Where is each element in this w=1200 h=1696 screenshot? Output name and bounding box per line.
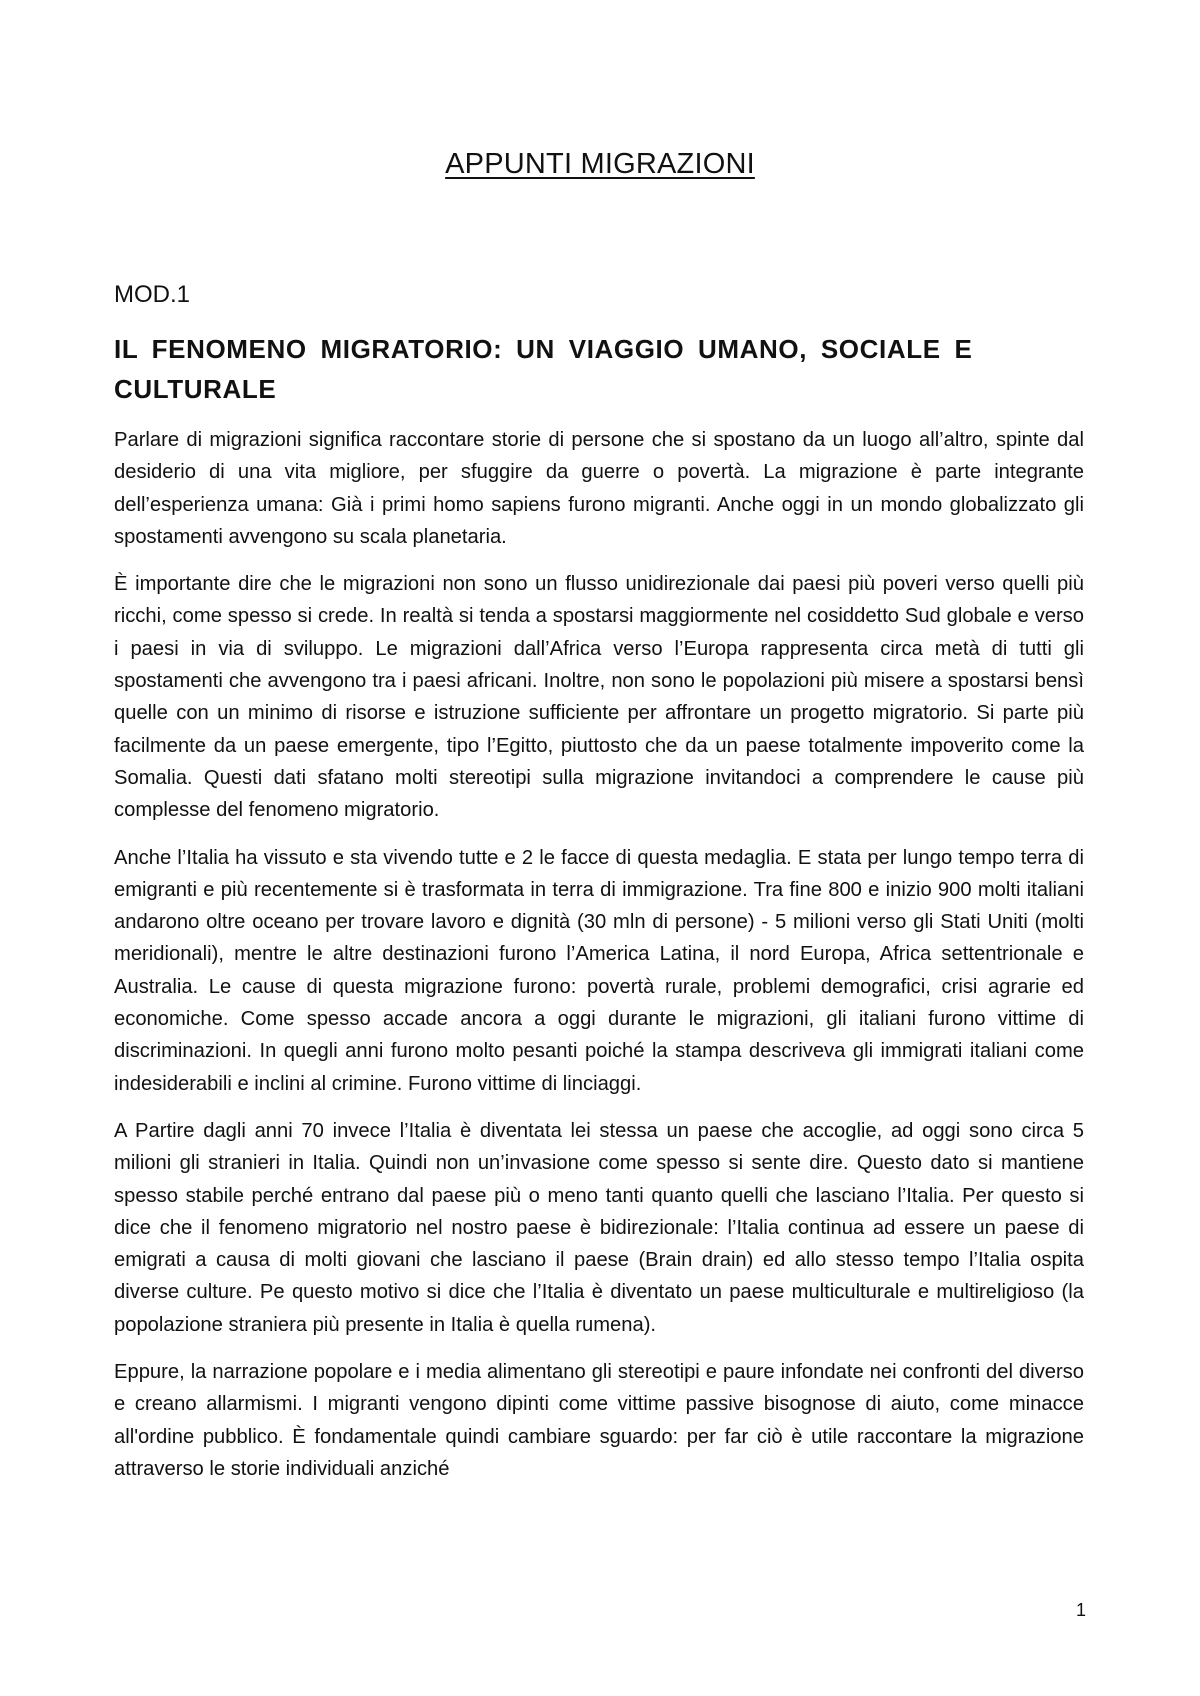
document-body (114, 329, 1084, 1500)
page-number: 1 (1075, 1600, 1086, 1620)
paragraph: Parlare di migrazioni significa raccontare storie di persone che si spostano da un luogo all’altro, spinte dal desiderio di una vita migliore, per sfuggire da guerre o povertà. La migrazione è parte integrante dell’esperienza umana: Già i primi homo sapiens furono migranti. Anche oggi in un mondo globalizzato gli spostamenti avvengono su scala planetaria. (114, 429, 1084, 548)
module-label: MOD.1 (114, 281, 191, 308)
paragraph: Eppure, la narrazione popolare e i media alimentano gli stereotipi e paure infondate nei confronti del diverso e creano allarmismi. I migranti vengono dipinti come vittime passive bisognose di aiuto, come minacce all'ordine pubblico. È fondamentale quindi cambiare sguardo: per far ciò è utile raccontare la migrazione attraverso le storie individuali anziché (114, 1361, 1084, 1480)
paragraph: A Partire dagli anni 70 invece l’Italia è diventata lei stessa un paese che accoglie, ad oggi sono circa 5 milioni gli stranieri in Italia. Quindi non un’invasione come spesso si sente dire. Questo dato si mantiene spesso stabile perché entrano dal paese più o meno tanti quanto quelli che lasciano l’Italia. Per questo si dice che il fenomeno migratorio nel nostro paese è bidirezionale: l’Italia continua ad essere un paese di emigrati a causa di molti giovani che lasciano il paese (Brain drain) ed allo stesso tempo l’Italia ospita diverse culture. Pe questo motivo si dice che l’Italia è diventato un paese multiculturale e multireligioso (la popolazione straniera più presente in Italia è quella rumena). (114, 1119, 1084, 1336)
paragraph: Anche l’Italia ha vissuto e sta vivendo tutte e 2 le facce di questa medaglia. E stata per lungo tempo terra di emigranti e più recentemente si è trasformata in terra di immigrazione. Tra fine 800 e inizio 900 molti italiani andarono oltre oceano per trovare lavoro e dignità (30 mln di persone) - 5 milioni verso gli Stati Uniti (molti meridionali), mentre le altre destinazioni furono l’America Latina, il nord Europa, Africa settentrionale e Australia. Le cause di questa migrazione furono: povertà rurale, problemi demografici, crisi agrarie ed economiche. Come spesso accade ancora a oggi durante le migrazioni, gli italiani furono vittime di discriminazioni. In quegli anni furono molto pesanti poiché la stampa descriveva gli immigrati italiani come indesiderabili e inclini al crimine. Furono vittime di linciaggi. (114, 846, 1084, 1095)
section-heading: IL FENOMENO MIGRATORIO: UN VIAGGIO UMANO, SOCIALE E CULTURALE (114, 334, 973, 404)
document-title: APPUNTI MIGRAZIONI (445, 148, 755, 180)
paragraph: È importante dire che le migrazioni non sono un flusso unidirezionale dai paesi più poveri verso quelli più ricchi, come spesso si crede. In realtà si tenda a spostarsi maggiormente nel cosiddetto Sud globale e verso i paesi in via di sviluppo. Le migrazioni dall’Africa verso l’Europa rappresenta circa metà di tutti gli spostamenti che avvengono tra i paesi africani. Inoltre, non sono le popolazioni più misere a spostarsi bensì quelle con un minimo di risorse e istruzione sufficiente per affrontare un progetto migratorio. Si parte più facilmente da un paese emergente, tipo l’Egitto, piuttosto che da un paese totalmente impoverito come la Somalia. Questi dati sfatano molti stereotipi sulla migrazione invitandoci a comprendere le cause più complesse del fenomeno migratorio. (114, 573, 1084, 822)
